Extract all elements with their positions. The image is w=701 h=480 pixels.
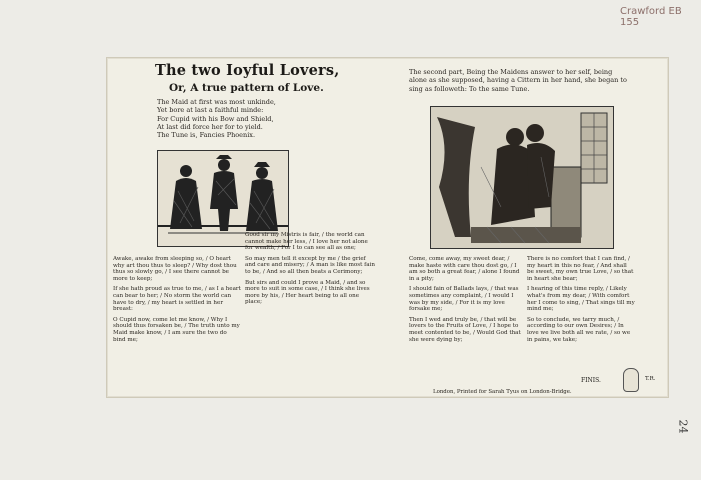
verse-stanza: So to conclude, we tarry much, / according to our own Desires; / In love we live both all we rate, / so we in pains, we take; bbox=[527, 316, 631, 343]
verse-column-3 bbox=[409, 256, 523, 347]
woodcut-couple-interior bbox=[430, 106, 614, 249]
verse-stanza: I hearing of this time reply, / Likely what's from my dear, / With comfort her I come to sing, / That sings till my mind me; bbox=[527, 286, 635, 313]
verse-stanza: So may men tell it except by me / the grief and care and misery; / A man is like most fain to be, / And so all then beats a Cerimony; bbox=[245, 255, 375, 275]
intro-line: Yet bore at last a faithful minde: bbox=[157, 106, 264, 115]
collection-stamp-icon bbox=[623, 368, 639, 392]
intro-line: The Maid at first was most unkinde, bbox=[157, 98, 276, 106]
intro-verse bbox=[157, 98, 327, 139]
verse-stanza: But sirs and could I prove a Maid, / and so more to suit in some case, / I think she lives more by his, / Her heart being to all one place; bbox=[245, 279, 370, 306]
intro-line: For Cupid with his Bow and Shield, bbox=[157, 114, 274, 123]
ballad-sheet bbox=[106, 57, 669, 398]
verse-stanza: If she hath proud as true to me, / as I a heart can bear to her; / No storm the world can have to dry, / my heart is settled in her breast: bbox=[113, 286, 241, 313]
verse-stanza: Awake, awake from sleeping so, / O heart why art thou thus to sleep? / Why dost thou thus so slowly go, / I see there cannot be more to keep; bbox=[113, 256, 237, 282]
printer-initials: T.R. bbox=[645, 376, 656, 382]
verse-stanza: I should fain of Ballads lays, / that was sometimes any complaint, / I would I was by my side, / For it is my love forsake me; bbox=[409, 286, 519, 313]
verse-stanza: Come, come away, my sweet dear, / make haste with care thou dost go, / I am so both a great fear, / alone I found in a pity; bbox=[409, 256, 520, 282]
verse-stanza: O Cupid now, come let me know, / Why I should thus forsaken be, / The truth unto my Maid make know, / I am sure the two do bind me; bbox=[113, 316, 240, 343]
verse-column-2 bbox=[245, 232, 375, 310]
verse-stanza: There is no comfort that I can find, / my heart in this no fear, / And shall be sweet, my own true Love, / so that in heart she bear; bbox=[527, 256, 634, 282]
page-number: 24 bbox=[676, 419, 690, 434]
intro-line: The Tune is, Fancies Phoenix. bbox=[157, 131, 256, 140]
verse-stanza: Good sir my Mistris is fair, / the world can cannot make her less, / I love her not alone for wealth, / For I to can see all as one; bbox=[245, 232, 368, 252]
ballad-subtitle: Or, A true pattern of Love. bbox=[169, 82, 324, 94]
second-part-heading: The second part, Being the Maidens answer to her self, being alone as she supposed, having a Cittern in her hand, she began to sing as followeth: To the same Tune. bbox=[409, 68, 627, 93]
woodcut-couple-interior-image bbox=[431, 107, 613, 248]
verse-column-4 bbox=[527, 256, 635, 347]
archive-shelfmark: Crawford EB 155 bbox=[620, 6, 682, 28]
intro-line: At last did force her for to yield. bbox=[157, 122, 263, 131]
finis-mark: FINIS. bbox=[581, 377, 601, 384]
ballad-title: The two Ioyful Lovers, bbox=[155, 62, 340, 79]
verse-column-1 bbox=[113, 256, 241, 347]
imprint-footer: London, Printed for Sarah Tyus on London-Bridge. bbox=[433, 389, 572, 395]
verse-stanza: Then I wed and truly be, / that will be lovers to the Fruits of Love, / I hope to meet contented to be, / Would God that she were dying by; bbox=[409, 316, 521, 343]
